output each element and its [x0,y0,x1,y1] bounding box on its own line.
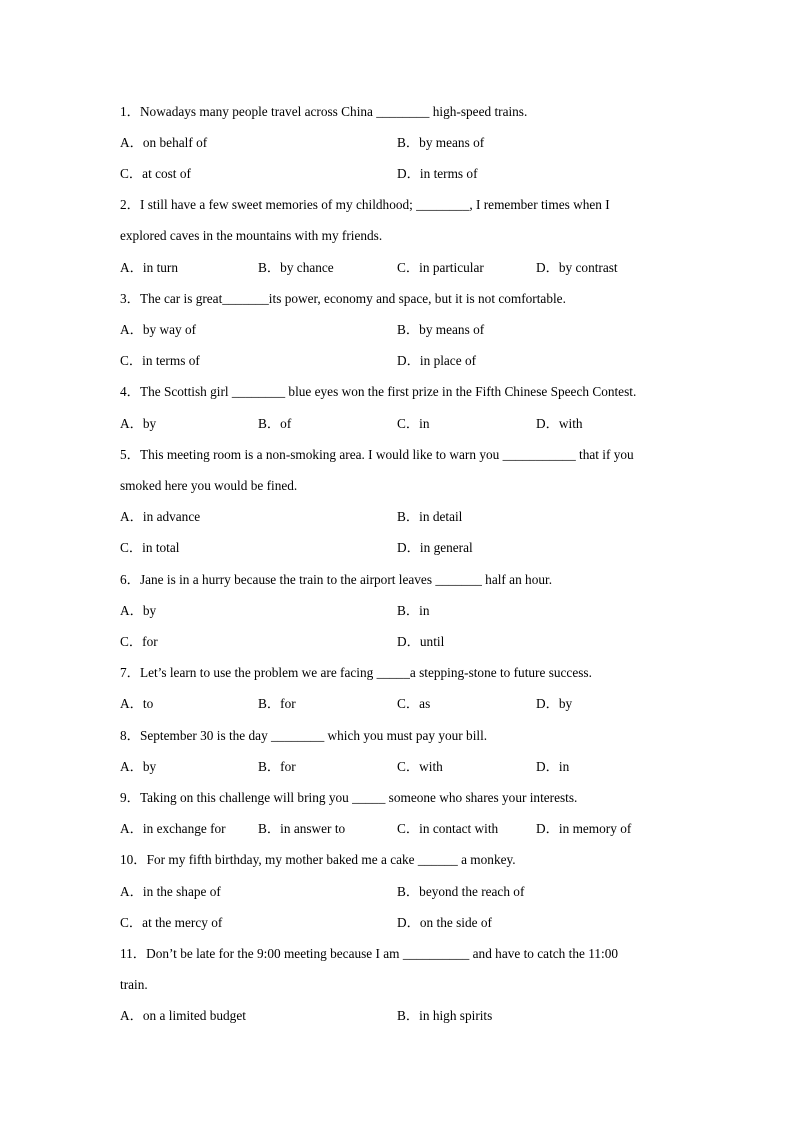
question-10-option-c: C．at the mercy of [120,915,223,930]
question-9-option-b: B．in answer to [258,821,346,836]
question-4-stem: 4．The Scottish girl ________ blue eyes won the first prize in the Fifth Chinese Speech Contest. [120,384,637,399]
question-7-option-c: C．as [397,696,431,711]
question-6-option-c: C．for [120,634,158,649]
question-5-option-a: A．in advance [120,509,201,524]
question-11-stem-line-1: 11．Don’t be late for the 9:00 meeting because I am __________ and have to catch the 11:00 [120,946,618,961]
question-4-option-b: B．of [258,416,292,431]
question-10-stem: 10．For my fifth birthday, my mother baked me a cake ______ a monkey. [120,852,516,867]
question-8-option-a: A．by [120,759,157,774]
question-9-option-a: A．in exchange for [120,821,226,836]
question-11-option-b: B．in high spirits [397,1008,493,1023]
question-3-option-d: D．in place of [397,353,477,368]
question-11-option-a: A．on a limited budget [120,1008,246,1023]
question-2-option-b: B．by chance [258,260,334,275]
question-6-option-b: B．in [397,603,430,618]
question-2-option-a: A．in turn [120,260,178,275]
question-4-option-d: D．with [536,416,583,431]
question-2-stem-line-2: explored caves in the mountains with my friends. [120,228,383,243]
question-10-option-d: D．on the side of [397,915,492,930]
question-5-option-d: D．in general [397,540,473,555]
question-10-option-b: B．beyond the reach of [397,884,525,899]
question-6-option-a: A．by [120,603,157,618]
question-3-option-b: B．by means of [397,322,485,337]
question-8-option-b: B．for [258,759,296,774]
question-10-option-a: A．in the shape of [120,884,221,899]
question-5-stem-line-1: 5．This meeting room is a non-smoking area. I would like to warn you ___________ that if you [120,447,634,462]
question-4-option-a: A．by [120,416,157,431]
question-5-stem-line-2: smoked here you would be fined. [120,478,298,493]
question-9-option-d: D．in memory of [536,821,632,836]
question-11-stem-line-2: train. [120,977,148,992]
question-3-option-a: A．by way of [120,322,197,337]
question-1-option-d: D．in terms of [397,166,478,181]
question-2-option-d: D．by contrast [536,260,618,275]
question-8-option-d: D．in [536,759,570,774]
question-7-option-a: A．to [120,696,154,711]
question-1-option-a: A．on behalf of [120,135,208,150]
question-7-stem: 7．Let’s learn to use the problem we are facing _____a stepping-stone to future success. [120,665,592,680]
question-6-stem: 6．Jane is in a hurry because the train to the airport leaves _______ half an hour. [120,572,553,587]
question-7-option-b: B．for [258,696,296,711]
question-8-stem: 8．September 30 is the day ________ which you must pay your bill. [120,728,488,743]
question-8-option-c: C．with [397,759,443,774]
question-1-option-b: B．by means of [397,135,485,150]
question-3-stem: 3．The car is great_______its power, economy and space, but it is not comfortable. [120,291,566,306]
question-1-option-c: C．at cost of [120,166,191,181]
question-3-option-c: C．in terms of [120,353,200,368]
question-6-option-d: D．until [397,634,445,649]
question-2-stem-line-1: 2．I still have a few sweet memories of my childhood; ________, I remember times when I [120,197,610,212]
question-5-option-c: C．in total [120,540,180,555]
question-4-option-c: C．in [397,416,430,431]
question-2-option-c: C．in particular [397,260,484,275]
question-7-option-d: D．by [536,696,573,711]
question-5-option-b: B．in detail [397,509,463,524]
question-9-option-c: C．in contact with [397,821,499,836]
question-9-stem: 9．Taking on this challenge will bring you _____ someone who shares your interests. [120,790,578,805]
question-1-stem: 1．Nowadays many people travel across China ________ high-speed trains. [120,104,528,119]
